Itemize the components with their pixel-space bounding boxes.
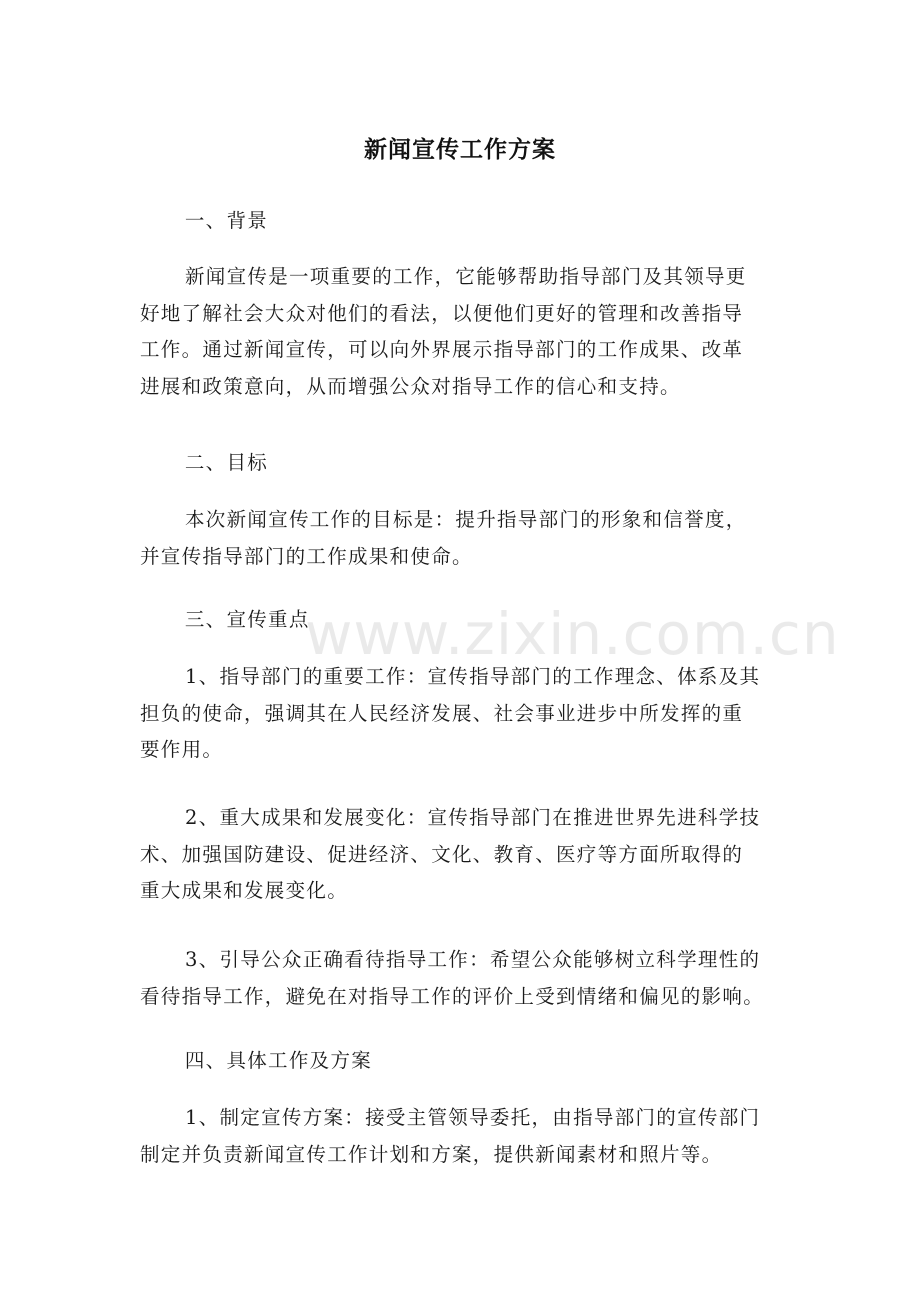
paragraph-line: 1、指导部门的重要工作：宣传指导部门的工作理念、体系及其 [185,665,761,688]
paragraph-goals [140,502,780,575]
section-heading-goals: 二、目标 [184,451,269,474]
paragraph-line: 新闻宣传是一项重要的工作，它能够帮助指导部门及其领导更 [185,265,747,288]
paragraph-line: 要作用。 [140,738,224,761]
paragraph-line: 制定并负责新闻宣传工作计划和方案，提供新闻素材和照片等。 [140,1142,723,1166]
paragraph-focus-3 [140,942,780,1015]
paragraph-focus-2 [140,800,780,910]
paragraph-line: 好地了解社会大众对他们的看法，以便他们更好的管理和改善指导 [140,301,744,325]
page-title: 新闻宣传工作方案 [364,137,556,163]
watermark: www.zixin.com.cn [305,600,840,668]
paragraph-plan-1 [140,1100,780,1173]
paragraph-line: 看待指导工作，避免在对指导工作的评价上受到情绪和偏见的影响。 [140,984,765,1008]
paragraph-line: 2、重大成果和发展变化：宣传指导部门在推进世界先进科学技 [185,806,761,829]
paragraph-line: 3、引导公众正确看待指导工作：希望公众能够树立科学理性的 [185,948,761,971]
paragraph-line: 术、加强国防建设、促进经济、文化、教育、医疗等方面所取得的 [140,842,744,866]
paragraph-line: 本次新闻宣传工作的目标是：提升指导部门的形象和信誉度， [185,508,747,531]
paragraph-line: 进展和政策意向，从而增强公众对指导工作的信心和支持。 [140,374,681,398]
paragraph-background [140,259,780,405]
section-heading-background: 一、背景 [184,209,269,232]
section-heading-focus: 三、宣传重点 [184,608,310,631]
paragraph-line: 担负的使命，强调其在人民经济发展、社会事业进步中所发挥的重 [140,701,744,725]
paragraph-line: 1、制定宣传方案：接受主管领导委托，由指导部门的宣传部门 [185,1106,761,1129]
paragraph-line: 并宣传指导部门的工作成果和使命。 [140,544,473,568]
section-heading-plan: 四、具体工作及方案 [184,1049,373,1072]
paragraph-focus-1 [140,659,780,769]
paragraph-line: 工作。通过新闻宣传，可以向外界展示指导部门的工作成果、改革 [140,338,744,361]
paragraph-line: 重大成果和发展变化。 [140,879,349,902]
